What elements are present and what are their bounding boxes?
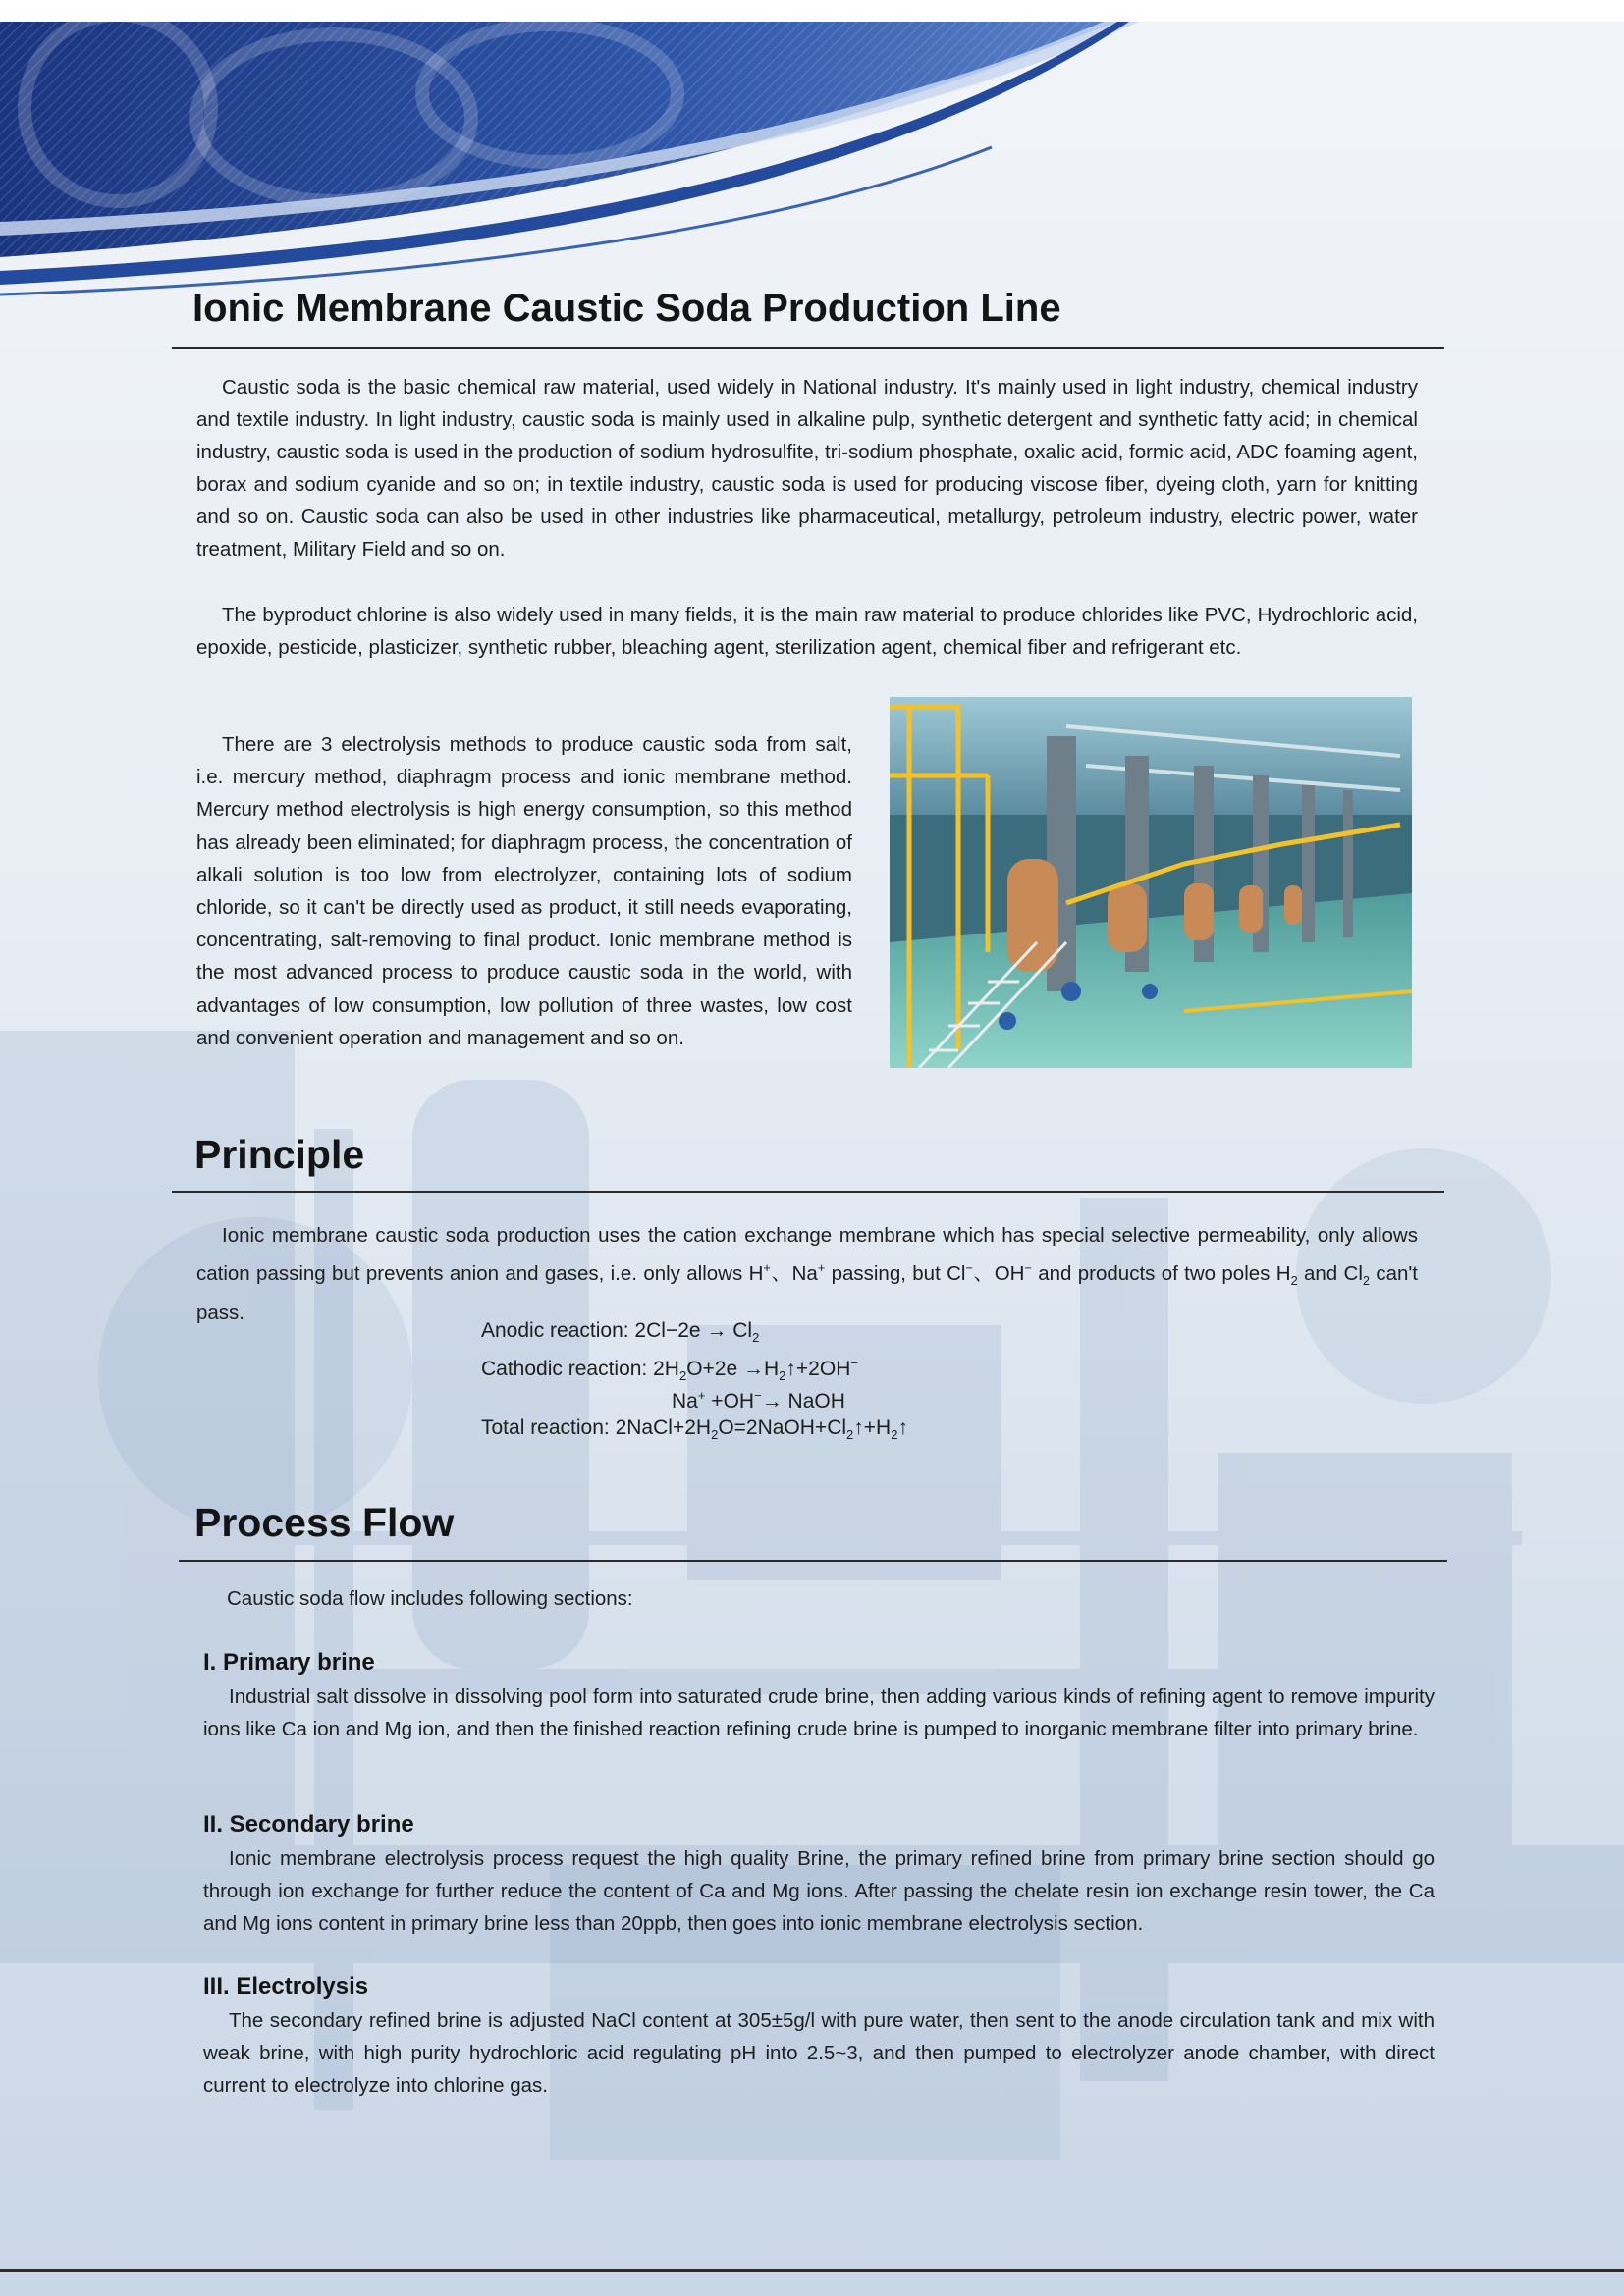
principle-heading: Principle [194,1132,365,1177]
process-flow-heading: Process Flow [194,1500,455,1545]
section-title-electrolysis: III. Electrolysis [203,1973,369,2000]
cathodic-reaction-2: Na+ +OH−→ NaOH [672,1388,845,1413]
cathodic-reaction: Cathodic reaction: $2H_2O+2e$ $\to H_2↑+2OH^-$ [481,1356,858,1384]
section-text-electrolysis: The secondary refined brine is adjusted NaCl content at 305±5g/l with pure water, then sent to the anode circulation tank and mix with weak brine, with high purity hydrochloric acid regulating pH into 2.5~3, and then pumped to electrolyzer anode chamber, with direct current to electrolyze into chlorine gas. [203,2009,1435,2097]
process-flow-divider [179,1560,1447,1562]
page-title: Ionic Membrane Caustic Soda Production Line [192,287,1061,330]
section-text-secondary-brine: Ionic membrane electrolysis process request the high quality Brine, the primary refined brine from primary brine section should go through ion exchange for further reduce the content of Ca and Mg ions. After passing the chelate resin ion exchange resin tower, the Ca and Mg ions content in primary brine less than 20ppb, then goes into ionic membrane electrolysis section. [203,1847,1435,1935]
production-line-photo [890,697,1412,1068]
title-divider [172,347,1444,349]
section-title-primary-brine: I. Primary brine [203,1649,375,1676]
cathodic-reaction-label: Cathodic reaction: [481,1358,648,1380]
page-bottom-border [0,2269,1624,2272]
section-text-primary-brine: Industrial salt dissolve in dissolving pool form into saturated crude brine, then adding various kinds of refining agent to remove impurity ions like Ca ion and Mg ion, and then the finished reaction refining crude brine is pumped to inorganic membrane filter into primary brine. [203,1685,1435,1740]
intro-paragraph-2: The byproduct chlorine is also widely used in many fields, it is the main raw material to produce chlorides like PVC, Hydrochloric acid, epoxide, pesticide, plasticizer, synthetic rubber, bleaching agent, sterilization agent, chemical fiber and refrigerant etc. [196,604,1418,659]
intro-paragraph-3: There are 3 electrolysis methods to produce caustic soda from salt, i.e. mercury method, diaphragm process and ionic membrane method. Mercury method electrolysis is high energy consumption, so this method has already been eliminated; for diaphragm process, the concentration of alkali solution is too low from electrolyzer, containing lots of sodium chloride, so it can't be directly used as product, it still needs evaporating, concentrating, salt-removing to final product. Ionic membrane method is the most advanced process to produce caustic soda in the world, with advantages of low consumption, low pollution of three wastes, low cost and convenient operation and management and so on. [196,733,852,1049]
principle-paragraph: Ionic membrane caustic soda production uses the cation exchange membrane which has special selective permeability, only allows cation passing but prevents anion and gases, i.e. only allows H+、Na+ passing, but Cl−、OH− and products of two poles $H_2$ and $Cl_2$ can't pass. [196,1224,1418,1324]
anodic-reaction-label: Anodic reaction: [481,1319,629,1342]
total-reaction-label: Total reaction: [481,1416,610,1439]
intro-paragraph-1: Caustic soda is the basic chemical raw material, used widely in National industry. It's mainly used in light industry, chemical industry and textile industry. In light industry, caustic soda is mainly used in alkaline pulp, synthetic detergent and synthetic fatty acid; in chemical industry, caustic soda is used in the production of sodium hydrosulfite, tri-sodium phosphate, oxalic acid, formic acid, ADC foaming agent, borax and sodium cyanide and so on; in textile industry, caustic soda is used for producing viscose fiber, dyeing cloth, yarn for knitting and so on. Caustic soda can also be used in other industries like pharmaceutical, metallurgy, petroleum industry, electric power, water treatment, Military Field and so on. [196,376,1418,561]
principle-divider [172,1191,1444,1193]
process-flow-intro: Caustic soda flow includes following sections: [227,1587,633,1610]
total-reaction: Total reaction: $2NaCl+2H_2O=2NaOH+Cl_2↑+H_2↑$ [481,1416,908,1443]
anodic-reaction: Anodic reaction: $2Cl-2e \to Cl_2$ [481,1319,760,1346]
section-title-secondary-brine: II. Secondary brine [203,1811,414,1838]
